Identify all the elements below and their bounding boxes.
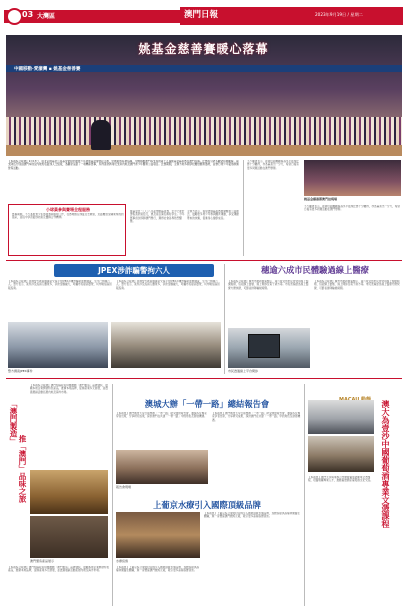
- spa-photo: [116, 512, 200, 558]
- madein-body: 【本報綜合報道】澳門特區政府持續推動「澳門製造」品牌建設，鼓勵本地企業開發特色產品，推廣本地品牌，促進產業多元發展，並透過展銷活動拓展內地及海外市場。: [30, 384, 108, 394]
- sidebar-box: [8, 204, 126, 256]
- photo-court: [6, 145, 402, 156]
- telemed-body-2: 【本報綜合報道】廣州市最新調查顯示，逾六成受訪市民曾使用線上醫療服務，包括網上掛號、線上問診及電子處方等。市民普遍認為線上醫療方便快捷，可節省排隊輪候時間。: [314, 280, 400, 290]
- photo-speaker: [91, 120, 111, 150]
- telemed-screen: [248, 334, 280, 358]
- madein-vertical-title-top: 「澳門製造」: [9, 400, 18, 445]
- wine-photo-2: [308, 436, 374, 472]
- telemed-headline: 穗逾六成市民體驗過線上醫療: [261, 265, 369, 275]
- right-body: 不少觀眾表示，能夠近距離觀看高水平籃球比賽十分難得，亦為慈善出一分力，希望日後有更多同類活動在澳門舉辦。: [304, 205, 400, 212]
- main-body-col1: 姚基金自二〇〇八年起舉辦慈善賽，至今已累計籌集善款逾億元，惠及逾百萬名鄉村學生。今年賽事首次移師澳門舉行，獲得社會各界熱烈響應。: [130, 210, 185, 223]
- macau-logo: [322, 386, 388, 398]
- jpex-headline: JPEX涉詐騙警拘六人: [54, 264, 214, 277]
- sidebar-title: 小球員參與賽場全程服務: [46, 207, 90, 212]
- section-name: 大灣區: [37, 13, 56, 20]
- main-lead: 【本報綜合報道】9月17日，由北京姚基金公益基金會和中國青少年發展基金會發起主辦，中國籃球協會指導，中國移動澳門等支持的第十五屆姚基金慈善賽在澳門落幕。比賽吸引眾多觀眾到場觀看。兩支隊伍分別由澳門本地及內地知名籃球人士組成，為觀眾呈獻了一場精彩賽事，所得善款將用於支持內地及澳門青少年體育公益項目。比賽期間，主辦方向多間學校贈送體育器材，並舉行青少年籃球訓練營等活動。: [8, 160, 239, 170]
- madein-caption: 澳門製造產品展示: [30, 559, 55, 563]
- divider: [243, 160, 244, 256]
- madein-photo-2: [30, 516, 108, 558]
- main-body-col3: 不少觀眾表示，能夠近距離觀看高水平籃球比賽十分難得，亦為慈善出一分力，希望日後有更多同類活動在澳門舉辦。: [247, 160, 299, 170]
- telemed-photo: [228, 328, 310, 368]
- cityu-photo: [116, 450, 208, 484]
- section-badge: [6, 8, 23, 25]
- cityu-headline: 澳城大辦「一帶一路」總結報告會: [144, 399, 270, 409]
- sidebar-body: 賽事期間，不少本地青少年球員參與服務工作，在賽場擔任球童及志願者，近距離感受職業球員的風采，並從中學習籃球技術及團隊合作精神。: [12, 213, 124, 220]
- masthead: 澳門日報: [183, 10, 218, 20]
- page-header: [0, 0, 407, 27]
- section-rule: [6, 260, 402, 261]
- jpex-photo-1: [8, 322, 108, 368]
- jpex-body: 【本報綜合報道】香港警方就虛擬資產交易平台JPEX涉嫌詐騙案展開調查，至今已拘捕六人。警方表示，案件涉及投訴人數眾多，涉款金額龐大，呼籲市民提高警覺，切勿輕信高回報投資。: [8, 280, 112, 290]
- spa-caption: 水療設施: [116, 559, 129, 563]
- spa-body-2: 【本報訊】上葡京綜合度假村宣佈引入國際頂級水療品牌，為旅客提供高端休閒養生體驗，進一步豐富澳門旅遊元素，吸引更多高端客群到訪。: [204, 512, 300, 519]
- wine-body: 【本報訊】澳門大學與業界合作開辦葡萄酒專業文憑課程，培養相關專業人才，推動葡語國家葡萄酒文化交流。: [308, 476, 373, 483]
- divider: [224, 264, 225, 374]
- madein-body-2: 【本報綜合報道】澳門特區政府持續推動「澳門製造」品牌建設，鼓勵本地企業開發特色產品，推廣本地品牌，促進產業多元發展，並透過展銷活動拓展內地及海外市場。: [8, 566, 110, 573]
- jpex-caption: 警方調查JPEX事件: [8, 369, 33, 373]
- divider: [304, 384, 305, 606]
- jpex-photo-2: [111, 322, 221, 368]
- madein-photo-1: [30, 470, 108, 514]
- cityu-body-2: 【本報訊】澳門城市大學日前舉辦「一帶一路」研究總結報告會，邀請多位專家學者出席，分享研究成果，探討澳門在共建「一帶一路」中的角色及發展機遇。: [212, 412, 301, 422]
- main-body-col2: 主辦方表示，希望透過慈善賽推廣體育公益理念，鼓勵更多青少年參與體育運動，享受運動帶來的快樂，促進身心健康成長。: [187, 210, 239, 220]
- spa-body: 【本報訊】上葡京綜合度假村宣佈引入國際頂級水療品牌，為旅客提供高端休閒養生體驗，進一步豐富澳門旅遊元素，吸引更多高端客群到訪。: [116, 566, 199, 573]
- cityu-caption: 報告會現場: [116, 485, 132, 489]
- telemed-body: 【本報綜合報道】廣州市最新調查顯示，逾六成受訪市民曾使用線上醫療服務，包括網上掛號、線上問診及電子處方等。市民普遍認為線上醫療方便快捷，可節省排隊輪候時間。: [228, 280, 309, 290]
- spa-headline: 上葡京水療引入國際頂級品牌: [153, 500, 261, 510]
- right-photo-caption: 姚基金慈善賽澳門站現場: [304, 197, 338, 201]
- wine-vertical-title: 澳大為壹沙中國葡萄酒專業文憑課程: [381, 400, 390, 528]
- section-number: 03: [22, 10, 34, 19]
- section-rule: [6, 378, 402, 379]
- cityu-body: 【本報訊】澳門城市大學日前舉辦「一帶一路」研究總結報告會，邀請多位專家學者出席，分享研究成果，探討澳門在共建「一帶一路」中的角色及發展機遇。: [116, 412, 207, 419]
- madein-vertical-title-bottom: 推「澳門」品味之旅: [18, 435, 27, 503]
- jpex-body-2: 【本報綜合報道】香港警方就虛擬資產交易平台JPEX涉嫌詐騙案展開調查，至今已拘捕六人。警方表示，案件涉及投訴人數眾多，涉款金額龐大，呼籲市民提高警覺，切勿輕信高回報投資。: [116, 280, 220, 290]
- issue-date: 2023年9月19日 / 星期二: [315, 12, 363, 17]
- telemed-caption: 市民透過線上平台問診: [228, 369, 259, 373]
- photo-banner-text: 中國移動·愛濠灣 ▪ 姚基金慈善賽: [14, 67, 81, 72]
- right-photo: [304, 160, 401, 196]
- main-headline: 姚基金慈善賽暖心落幕: [138, 42, 269, 56]
- divider: [112, 384, 113, 606]
- wine-photo-1: [308, 400, 374, 434]
